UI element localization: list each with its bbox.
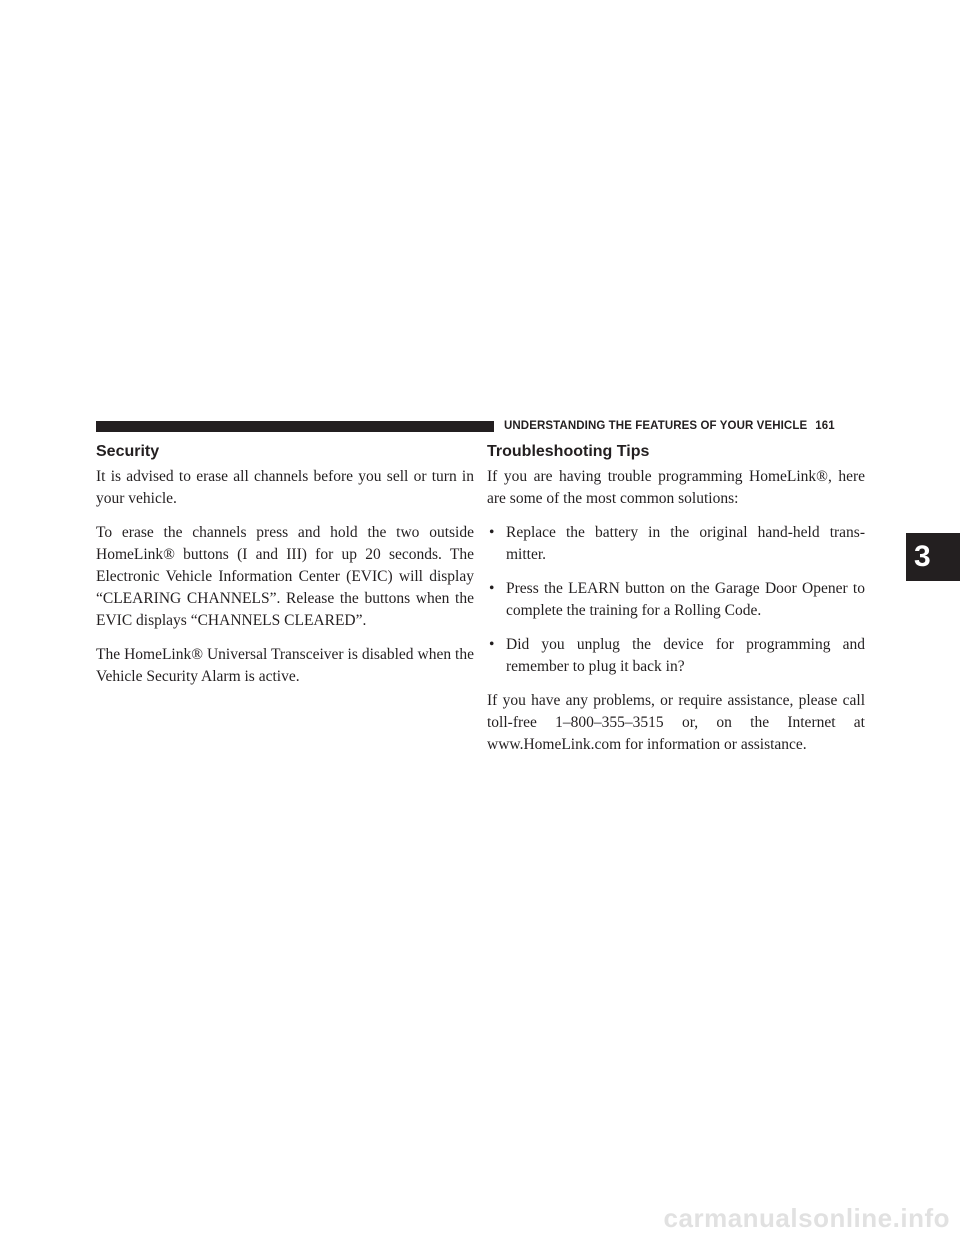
solutions-list bbox=[487, 522, 865, 678]
security-paragraph-3: The HomeLink® Universal Transceiver is disabled when the Vehicle Security Alarm is active. bbox=[96, 646, 474, 685]
right-column bbox=[487, 442, 865, 768]
header-rule bbox=[96, 421, 494, 432]
page-number: 161 bbox=[815, 420, 835, 432]
list-item-text: Press the LEARN button on the Garage Door Opener to complete the training for a Rolling Code. bbox=[506, 580, 865, 619]
watermark: carmanualsonline.info bbox=[663, 1203, 950, 1233]
list-item-text: Replace the battery in the original hand-held trans- mitter. bbox=[506, 524, 865, 563]
security-paragraph-1: It is advised to erase all channels before you sell or turn in your vehicle. bbox=[96, 468, 474, 507]
bullet-icon: • bbox=[489, 524, 495, 541]
left-column bbox=[96, 442, 474, 700]
troubleshooting-intro: If you are having trouble programming HomeLink®, here are some of the most common solutions: bbox=[487, 468, 865, 507]
security-paragraph-2: To erase the channels press and hold the two outside HomeLink® buttons (I and III) for up 20 seconds. The Electronic Vehicle Information Center (EVIC) will display “CLEARING CHANNELS”. Release the buttons when the EVIC displays “CHANNELS CLEARED”. bbox=[96, 524, 474, 629]
bullet-icon: • bbox=[489, 636, 495, 653]
list-item bbox=[487, 522, 865, 566]
troubleshooting-closing: If you have any problems, or require assistance, please call toll-free 1–800–355–3515 or, on the Internet at www.HomeLink.com for information or assistance. bbox=[487, 692, 865, 753]
list-item bbox=[487, 634, 865, 678]
list-item bbox=[487, 578, 865, 622]
section-title: UNDERSTANDING THE FEATURES OF YOUR VEHICLE bbox=[504, 420, 808, 432]
list-item-text: Did you unplug the device for programming and remember to plug it back in? bbox=[506, 636, 865, 675]
security-heading: Security bbox=[96, 443, 160, 460]
running-header bbox=[504, 419, 864, 433]
troubleshooting-heading: Troubleshooting Tips bbox=[487, 443, 650, 460]
bullet-icon: • bbox=[489, 580, 495, 597]
chapter-tab: 3 bbox=[906, 533, 960, 581]
